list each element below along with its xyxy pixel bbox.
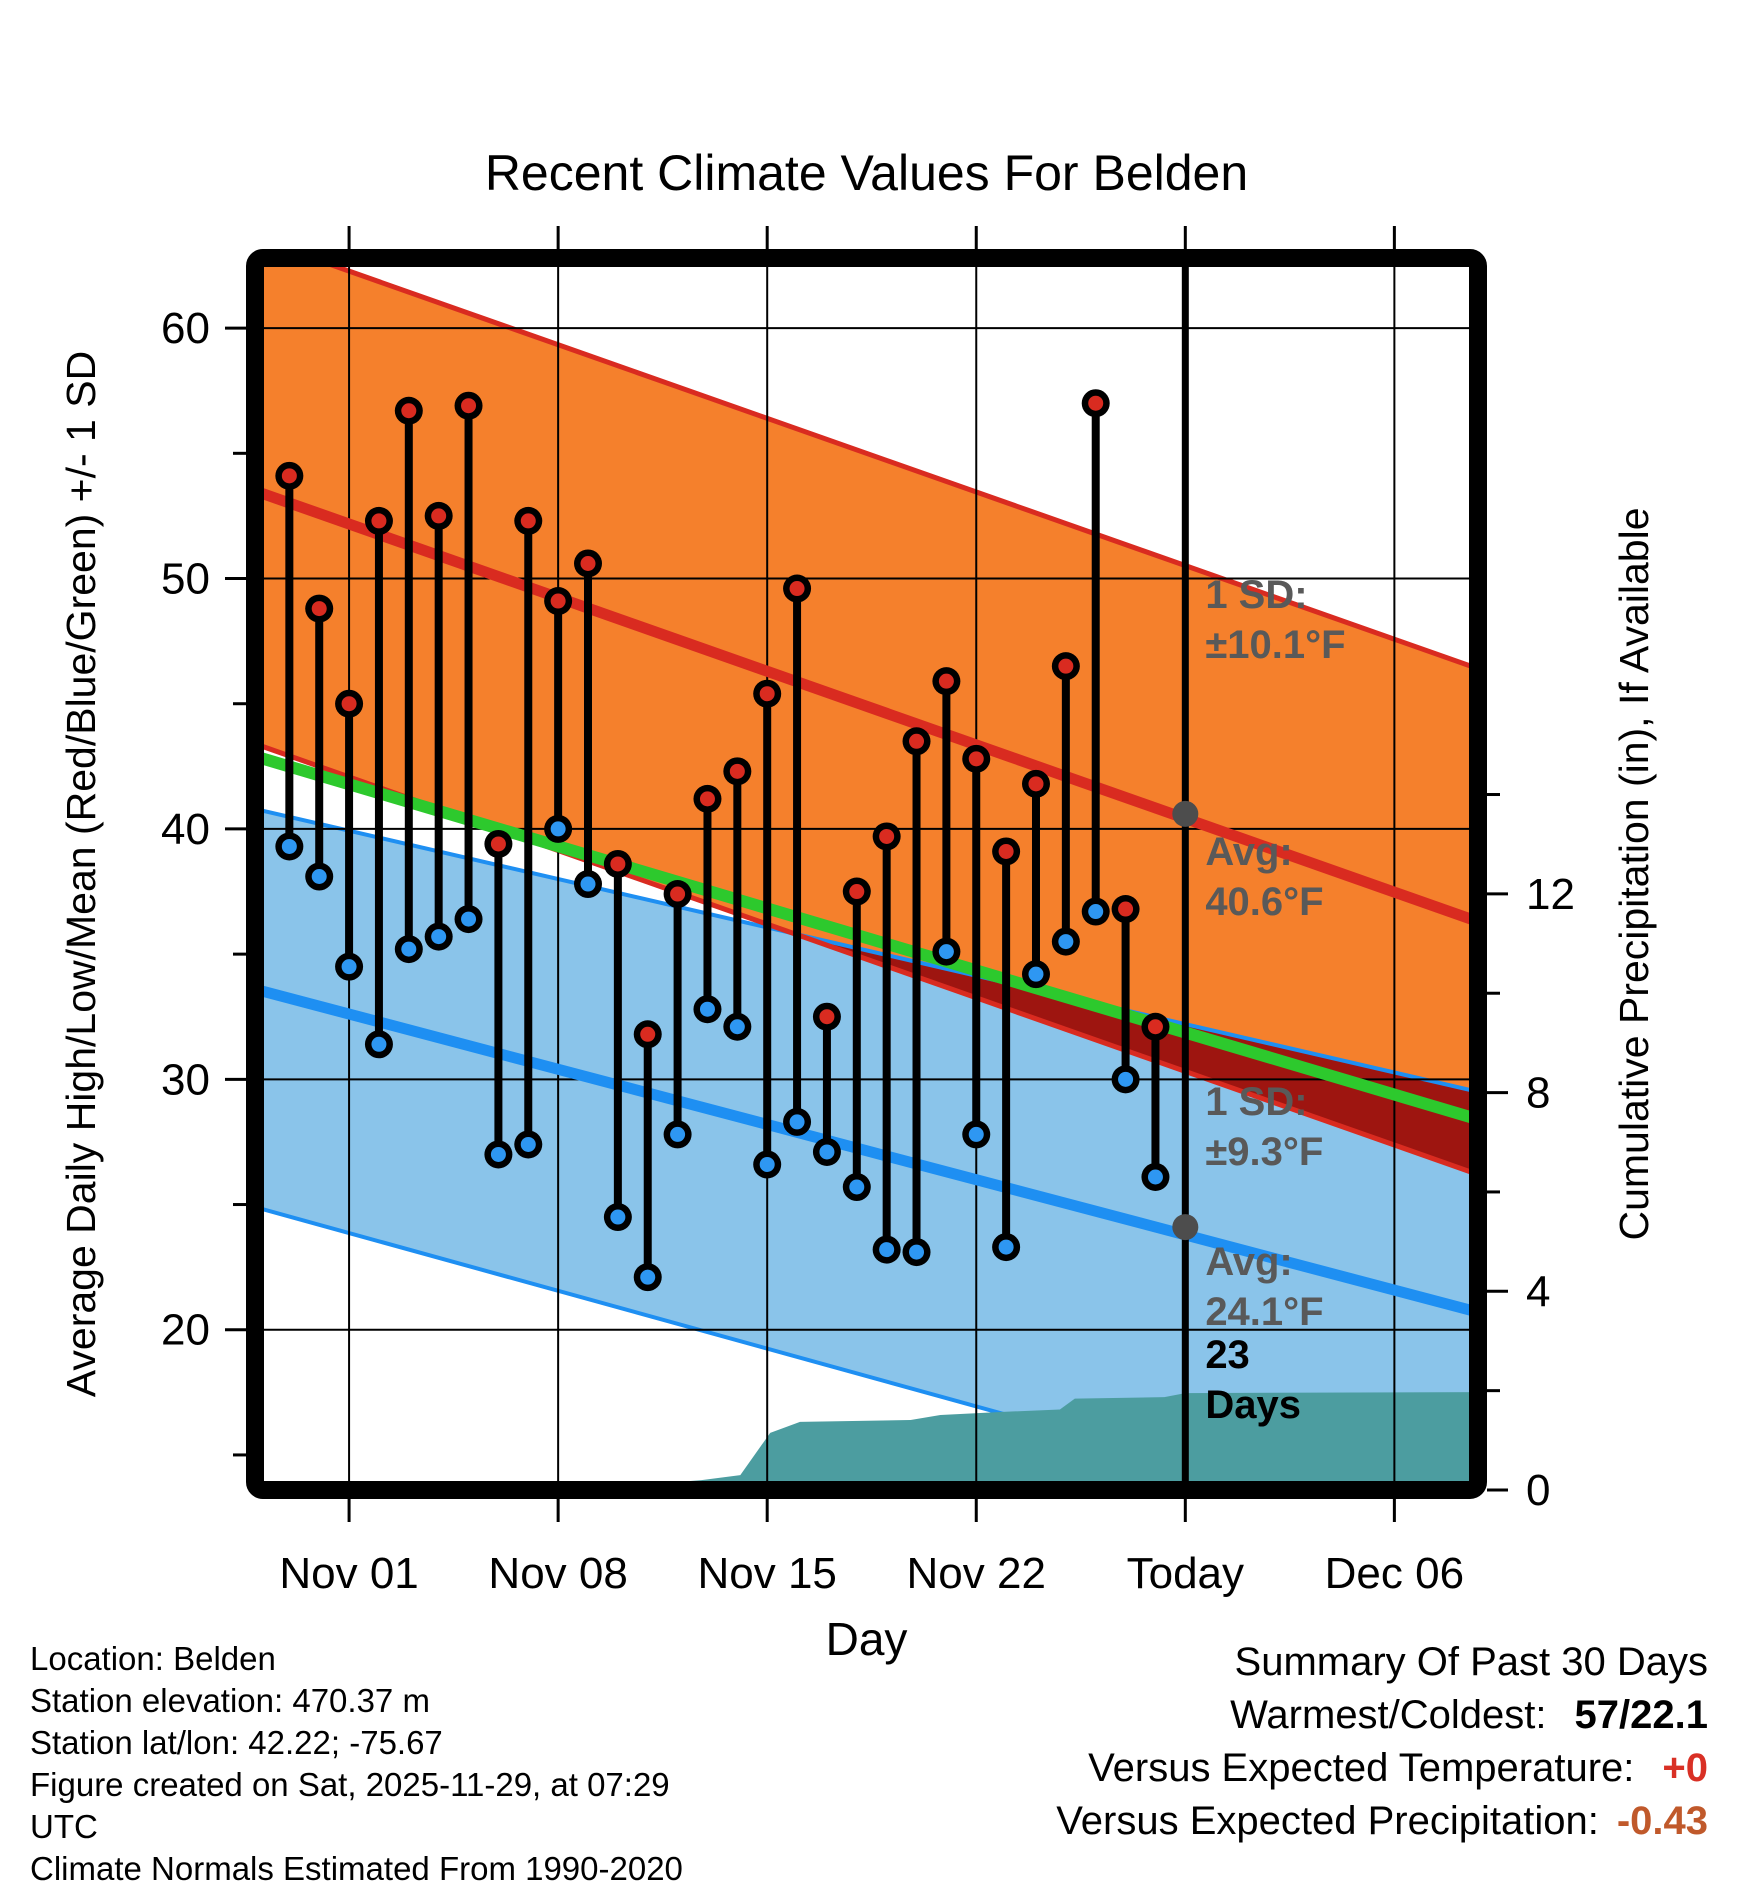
high-dot [819, 1009, 834, 1024]
high-dot [969, 751, 984, 766]
warmest-coldest-label: Warmest/Coldest: [1230, 1693, 1547, 1737]
low-dot [371, 1037, 386, 1052]
summary-past-30-days [948, 1636, 1708, 1848]
low-dot [1148, 1169, 1163, 1184]
low-dot [790, 1114, 805, 1129]
x-tick-label: Nov 08 [488, 1549, 628, 1598]
high-avg-annotation-line1: Avg: [1205, 830, 1293, 874]
high-dot [1148, 1019, 1163, 1034]
right-tick-label: 12 [1526, 869, 1575, 919]
right-tick-label: 0 [1526, 1466, 1551, 1515]
low-dot [312, 869, 327, 884]
high-dot [1058, 659, 1073, 674]
low-dot [342, 959, 357, 974]
avg-low-marker [1172, 1214, 1198, 1240]
summary-warmest-coldest [948, 1689, 1708, 1742]
station-latlon: Station lat/lon: 42.22; -75.67 [30, 1724, 443, 1761]
low-dot [491, 1147, 506, 1162]
low-dot [282, 839, 297, 854]
high-dot [939, 674, 954, 689]
x-tick-label: Nov 22 [906, 1549, 1046, 1598]
left-tick-label: 20 [161, 1305, 210, 1355]
station-elevation: Station elevation: 470.37 m [30, 1682, 430, 1719]
high-dot [581, 556, 596, 571]
x-tick-label: Nov 01 [279, 1549, 419, 1598]
high-dot [521, 513, 536, 528]
low-sd-annotation-line1: 1 SD: [1205, 1080, 1308, 1124]
avg-high-marker [1172, 801, 1198, 827]
low-dot [760, 1157, 775, 1172]
low-avg-annotation-line2: 24.1°F [1205, 1290, 1324, 1334]
low-dot [1088, 904, 1103, 919]
precip-days-annotation-line1: 23 [1205, 1333, 1250, 1377]
x-tick-label: Today [1126, 1549, 1245, 1598]
high-sd-annotation-line1: 1 SD: [1205, 573, 1308, 617]
vs-temp-label: Versus Expected Temperature: [1088, 1746, 1635, 1790]
high-dot [282, 468, 297, 483]
high-dot [610, 856, 625, 871]
x-tick-label: Nov 15 [697, 1549, 837, 1598]
low-dot [1028, 967, 1043, 982]
left-axis-label: Average Daily High/Low/Mean (Red/Blue/Green) +/- 1 SD [58, 350, 104, 1398]
high-dot [342, 696, 357, 711]
high-dot [1088, 396, 1103, 411]
figure-created: Figure created on Sat, 2025-11-29, at 07:29 UTC [30, 1766, 670, 1845]
high-dot [730, 764, 745, 779]
climate-normals-note: Climate Normals Estimated From 1990-2020 [30, 1850, 683, 1887]
low-dot [879, 1242, 894, 1257]
low-dot [819, 1144, 834, 1159]
high-dot [431, 508, 446, 523]
low-dot [999, 1240, 1014, 1255]
page-title: Recent Climate Values For Belden [484, 145, 1249, 201]
right-axis-label: Cumulative Precipitation (in), If Available [1611, 507, 1657, 1241]
summary-vs-temperature [948, 1742, 1708, 1795]
low-dot [640, 1270, 655, 1285]
summary-vs-precipitation [948, 1795, 1708, 1848]
station-info [30, 1638, 730, 1890]
high-dot [909, 734, 924, 749]
high-dot [1118, 902, 1133, 917]
low-dot [431, 929, 446, 944]
high-dot [760, 686, 775, 701]
right-tick-label: 8 [1526, 1068, 1551, 1118]
low-dot [969, 1127, 984, 1142]
vs-precip-label: Versus Expected Precipitation: [1056, 1799, 1599, 1843]
high-avg-annotation-line2: 40.6°F [1205, 880, 1324, 924]
left-tick-label: 60 [161, 304, 210, 354]
left-tick-label: 50 [161, 554, 210, 604]
low-dot [610, 1210, 625, 1225]
precip-days-annotation-line2: Days [1205, 1383, 1301, 1427]
high-dot [551, 594, 566, 609]
low-dot [1058, 934, 1073, 949]
high-dot [999, 844, 1014, 859]
low-dot [730, 1019, 745, 1034]
vs-temp-value: +0 [1662, 1746, 1708, 1790]
station-location: Location: Belden [30, 1640, 276, 1677]
high-sd-annotation-line2: ±10.1°F [1205, 623, 1346, 667]
high-dot [491, 836, 506, 851]
left-tick-label: 30 [161, 1055, 210, 1105]
x-tick-label: Dec 06 [1324, 1549, 1465, 1598]
low-dot [849, 1180, 864, 1195]
high-dot [1028, 776, 1043, 791]
high-dot [700, 791, 715, 806]
high-dot [401, 403, 416, 418]
low-dot [551, 821, 566, 836]
high-dot [371, 513, 386, 528]
low-dot [1118, 1072, 1133, 1087]
summary-heading: Summary Of Past 30 Days [1234, 1640, 1708, 1684]
high-dot [790, 581, 805, 596]
high-dot [879, 829, 894, 844]
low-sd-annotation-line2: ±9.3°F [1205, 1130, 1324, 1174]
high-dot [640, 1027, 655, 1042]
low-dot [461, 912, 476, 927]
low-avg-annotation-line1: Avg: [1205, 1240, 1293, 1284]
left-tick-label: 40 [161, 804, 210, 854]
warmest-coldest-value: 57/22.1 [1574, 1693, 1708, 1737]
high-dot [461, 398, 476, 413]
high-dot [670, 887, 685, 902]
high-dot [312, 601, 327, 616]
low-dot [939, 944, 954, 959]
high-dot [849, 884, 864, 899]
low-dot [700, 1002, 715, 1017]
right-tick-label: 4 [1526, 1267, 1551, 1317]
low-dot [521, 1137, 536, 1152]
low-dot [909, 1245, 924, 1260]
low-dot [581, 877, 596, 892]
x-axis-label: Day [825, 1613, 908, 1665]
low-dot [401, 942, 416, 957]
vs-precip-value: -0.43 [1616, 1799, 1708, 1843]
low-dot [670, 1127, 685, 1142]
